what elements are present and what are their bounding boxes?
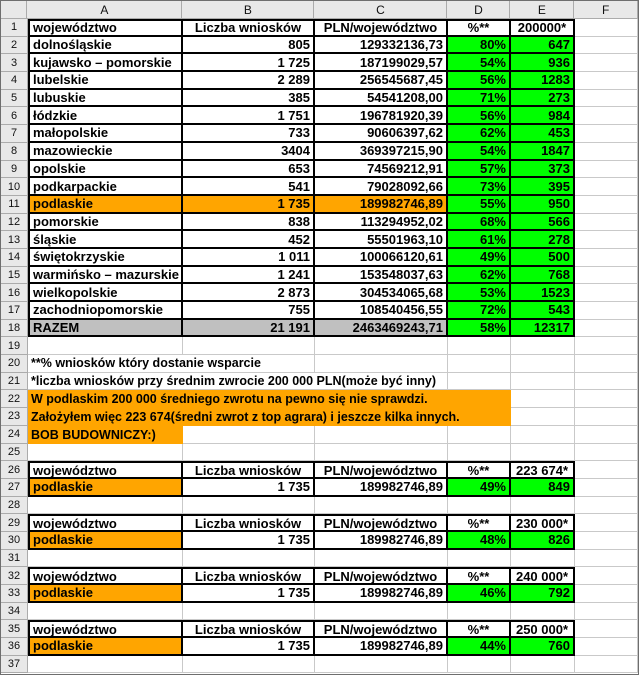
cell-empty[interactable] [575,373,638,391]
cell-empty[interactable] [575,284,638,302]
header-wojewodztwo[interactable]: województwo [28,514,183,532]
cell-pln[interactable]: 108540456,55 [315,302,448,320]
sheet-row [1,408,638,426]
row-header[interactable]: 12 [1,214,28,232]
col-header-D[interactable]: D [447,1,510,19]
cell-empty[interactable] [575,620,638,638]
row-header[interactable]: 33 [1,585,28,603]
cell-liczba[interactable]: 1 735 [183,532,315,550]
cell-empty[interactable] [575,302,638,320]
cell-grants[interactable]: 543 [511,302,575,320]
cell-pct[interactable]: 80% [448,37,511,55]
header-scenario-250000[interactable]: 250 000* [511,620,575,638]
cell-empty[interactable] [575,72,638,90]
cell-empty[interactable] [448,337,511,355]
cell-empty[interactable] [511,426,575,444]
column-header-row [1,1,638,19]
cell-grants[interactable]: 373 [511,161,575,179]
cell-pct[interactable]: 53% [448,284,511,302]
cell-liczba[interactable]: 755 [183,302,315,320]
cell-pln[interactable]: 113294952,02 [315,214,448,232]
row-header[interactable]: 34 [1,603,28,621]
row-header[interactable]: 11 [1,196,28,214]
table-row [1,54,638,72]
row-header[interactable]: 18 [1,320,28,338]
header-pln[interactable]: PLN/województwo [315,514,448,532]
row-header[interactable]: 26 [1,461,28,479]
row-header[interactable]: 2 [1,37,28,55]
table-row [1,161,638,179]
header-pln[interactable]: PLN/województwo [315,620,448,638]
cell-liczba[interactable]: 838 [183,214,315,232]
cell-pln[interactable]: 100066120,61 [315,249,448,267]
cell-empty[interactable] [448,444,511,462]
header-wojewodztwo[interactable]: województwo [28,461,183,479]
cell-wojewodztwo[interactable]: pomorskie [28,214,183,232]
cell-empty[interactable] [511,550,575,568]
cell-empty[interactable] [448,550,511,568]
header-liczba-wnioskow[interactable]: Liczba wniosków [183,567,315,585]
cell-wojewodztwo[interactable]: łódzkie [28,107,183,125]
cell-empty[interactable] [575,603,638,621]
cell-empty[interactable] [575,408,638,426]
table-row [1,267,638,285]
cell-liczba[interactable]: 3404 [183,143,315,161]
cell-pln[interactable]: 90606397,62 [315,125,448,143]
cell-wojewodztwo[interactable]: lubelskie [28,72,183,90]
cell-empty[interactable] [575,426,638,444]
row-header[interactable]: 22 [1,390,28,408]
scenario-1-data-row [1,479,638,497]
cell-empty[interactable] [575,337,638,355]
row-header[interactable]: 25 [1,444,28,462]
cell-empty[interactable] [575,355,638,373]
row-header[interactable]: 16 [1,284,28,302]
cell-empty[interactable] [511,656,575,674]
cell-empty[interactable] [28,656,183,674]
sheet-row [1,355,638,373]
cell-pct[interactable]: 55% [448,196,511,214]
cell-pln[interactable]: 189982746,89 [315,479,448,497]
note-comment-2: Założyłem więc 223 674(średni zwrot z top agrara) i jeszcze kilka innych. [28,408,511,426]
cell-empty[interactable] [448,656,511,674]
cell-liczba[interactable]: 2 873 [183,284,315,302]
cell-wojewodztwo[interactable]: podlaskie [28,532,183,550]
cell-liczba[interactable]: 1 735 [183,479,315,497]
cell-empty[interactable] [575,656,638,674]
scenario-4-header-row [1,620,638,638]
sheet-row [1,444,638,462]
total-row [1,320,638,338]
cell-empty[interactable] [575,267,638,285]
row-header[interactable]: 24 [1,426,28,444]
row-header[interactable]: 5 [1,90,28,108]
cell-grants[interactable]: 453 [511,125,575,143]
cell-empty[interactable] [575,638,638,656]
cell-wojewodztwo[interactable]: podlaskie [28,638,183,656]
sheet-row [1,373,638,391]
row-header[interactable]: 35 [1,620,28,638]
cell-empty[interactable] [315,337,448,355]
cell-wojewodztwo[interactable]: mazowieckie [28,143,183,161]
cell-empty[interactable] [315,603,448,621]
main-table-header-row [1,19,638,37]
sheet-row [1,426,638,444]
row-header[interactable]: 28 [1,497,28,515]
cell-liczba[interactable]: 385 [183,90,315,108]
row-header[interactable]: 23 [1,408,28,426]
cell-grants[interactable]: 566 [511,214,575,232]
cell-grants[interactable]: 273 [511,90,575,108]
row-header[interactable]: 8 [1,143,28,161]
row-header[interactable]: 19 [1,337,28,355]
row-header[interactable]: 36 [1,638,28,656]
cell-pct[interactable]: 44% [448,638,511,656]
cell-pct[interactable]: 61% [448,231,511,249]
header-pln[interactable]: PLN/województwo [315,19,448,37]
row-header[interactable]: 14 [1,249,28,267]
cell-liczba[interactable]: 2 289 [183,72,315,90]
cell-pln[interactable]: 74569212,91 [315,161,448,179]
cell-pln[interactable]: 189982746,89 [315,532,448,550]
row-header[interactable]: 13 [1,231,28,249]
row-header[interactable]: 15 [1,267,28,285]
cell-empty[interactable] [183,656,315,674]
cell-grants[interactable]: 950 [511,196,575,214]
cell-empty[interactable] [575,479,638,497]
cell-wojewodztwo[interactable]: podlaskie [28,585,183,603]
row-header[interactable]: 29 [1,514,28,532]
cell-empty[interactable] [575,54,638,72]
cell-empty[interactable] [575,107,638,125]
sheet-row [1,337,638,355]
cell-empty[interactable] [575,585,638,603]
row-header[interactable]: 1 [1,19,28,37]
row-header[interactable]: 20 [1,355,28,373]
cell-pct[interactable]: 71% [448,90,511,108]
cell-pct[interactable]: 72% [448,302,511,320]
cell-empty[interactable] [575,90,638,108]
cell-empty[interactable] [575,320,638,338]
cell-total-pct[interactable]: 58% [448,320,511,338]
cell-empty[interactable] [511,373,575,391]
cell-liczba[interactable]: 1 011 [183,249,315,267]
cell-pct[interactable]: 68% [448,214,511,232]
cell-liczba[interactable]: 805 [183,37,315,55]
cell-empty[interactable] [575,19,638,37]
cell-pct[interactable]: 48% [448,532,511,550]
cell-empty[interactable] [183,603,315,621]
cell-wojewodztwo[interactable]: małopolskie [28,125,183,143]
cell-empty[interactable] [448,426,511,444]
cell-pct[interactable]: 54% [448,143,511,161]
select-all-corner[interactable] [1,1,27,19]
header-scenario-230000[interactable]: 230 000* [511,514,575,532]
col-header-F[interactable]: F [574,1,638,19]
cell-pln[interactable]: 55501963,10 [315,231,448,249]
scenario-1-header-row [1,461,638,479]
cell-wojewodztwo[interactable]: kujawsko – pomorskie [28,54,183,72]
cell-liczba[interactable]: 1 735 [183,585,315,603]
note-pct-footnote: **% wniosków który dostanie wsparcie [28,355,266,372]
cell-grants[interactable]: 792 [511,585,575,603]
cell-empty[interactable] [448,497,511,515]
header-liczba-wnioskow[interactable]: Liczba wniosków [183,620,315,638]
note-scenario-footnote: *liczba wniosków przy średnim zwrocie 200 000 PLN(może być inny) [28,373,441,390]
cell-pln[interactable]: 189982746,89 [315,585,448,603]
cell-empty[interactable] [448,603,511,621]
cell-empty[interactable] [183,550,315,568]
header-pln[interactable]: PLN/województwo [315,461,448,479]
cell-empty[interactable] [575,444,638,462]
cell-grants[interactable]: 647 [511,37,575,55]
cell-wojewodztwo[interactable]: lubuskie [28,90,183,108]
row-header[interactable]: 4 [1,72,28,90]
sheet-row [1,390,638,408]
header-liczba-wnioskow[interactable]: Liczba wniosków [183,19,315,37]
cell-liczba[interactable]: 452 [183,231,315,249]
cell-wojewodztwo[interactable]: opolskie [28,161,183,179]
cell-grants[interactable]: 1283 [511,72,575,90]
table-row [1,143,638,161]
col-header-B[interactable]: B [182,1,314,19]
row-header[interactable]: 9 [1,161,28,179]
cell-wojewodztwo[interactable]: wielkopolskie [28,284,183,302]
col-header-E[interactable]: E [510,1,574,19]
cell-pct[interactable]: 49% [448,249,511,267]
note-comment-1: W podlaskim 200 000 średniego zwrotu na pewno się nie sprawdzi. [28,390,511,408]
row-header[interactable]: 32 [1,567,28,585]
cell-liczba[interactable]: 1 725 [183,54,315,72]
cell-total-grants[interactable]: 12317 [511,320,575,338]
scenario-3-data-row [1,585,638,603]
header-pct[interactable]: %** [448,19,511,37]
cell-empty[interactable] [511,355,575,373]
cell-grants[interactable]: 849 [511,479,575,497]
cell-empty[interactable] [315,426,448,444]
header-pct[interactable]: %** [448,514,511,532]
cell-empty[interactable] [575,550,638,568]
cell-grants[interactable]: 760 [511,638,575,656]
cell-pct[interactable]: 54% [448,54,511,72]
cell-empty[interactable] [315,497,448,515]
cell-pln[interactable]: 256545687,45 [315,72,448,90]
table-row [1,249,638,267]
cell-pct[interactable]: 62% [448,267,511,285]
cell-empty[interactable] [575,214,638,232]
scenario-2-data-row [1,532,638,550]
table-row [1,231,638,249]
header-pct[interactable]: %** [448,567,511,585]
row-header[interactable]: 3 [1,54,28,72]
header-pct[interactable]: %** [448,461,511,479]
table-row-podlaskie-highlight [1,196,638,214]
cell-pct[interactable]: 73% [448,178,511,196]
row-header[interactable]: 31 [1,550,28,568]
cell-pln[interactable]: 79028092,66 [315,178,448,196]
cell-empty[interactable] [315,656,448,674]
cell-empty[interactable] [183,444,315,462]
cell-empty[interactable] [315,444,448,462]
cell-pln[interactable]: 369397215,90 [315,143,448,161]
cell-empty[interactable] [575,514,638,532]
cell-empty[interactable] [511,408,575,426]
cell-empty[interactable] [28,337,183,355]
cell-liczba[interactable]: 1 751 [183,107,315,125]
scenario-2-header-row [1,514,638,532]
cell-empty[interactable] [28,497,183,515]
cell-pln[interactable]: 54541208,00 [315,90,448,108]
cell-empty[interactable] [183,337,315,355]
cell-empty[interactable] [511,444,575,462]
cell-empty[interactable] [575,125,638,143]
header-liczba-wnioskow[interactable]: Liczba wniosków [183,461,315,479]
cell-pct[interactable]: 46% [448,585,511,603]
table-row [1,284,638,302]
cell-liczba[interactable]: 541 [183,178,315,196]
cell-wojewodztwo[interactable]: zachodniopomorskie [28,302,183,320]
cell-liczba[interactable]: 653 [183,161,315,179]
cell-liczba[interactable]: 733 [183,125,315,143]
row-header[interactable]: 21 [1,373,28,391]
table-row [1,302,638,320]
table-row [1,107,638,125]
cell-pln[interactable]: 304534065,68 [315,284,448,302]
header-wojewodztwo[interactable]: województwo [28,19,183,37]
table-row [1,37,638,55]
cell-liczba[interactable]: 1 735 [183,638,315,656]
cell-empty[interactable] [575,390,638,408]
cell-grants[interactable]: 936 [511,54,575,72]
row-header[interactable]: 7 [1,125,28,143]
cell-empty[interactable] [511,603,575,621]
cell-wojewodztwo[interactable]: świętokrzyskie [28,249,183,267]
cell-wojewodztwo[interactable]: warmińsko – mazurskie [28,267,183,285]
cell-liczba[interactable]: 1 735 [183,196,315,214]
cell-empty[interactable] [575,37,638,55]
cell-pln[interactable]: 187199029,57 [315,54,448,72]
cell-pln[interactable]: 153548037,63 [315,267,448,285]
cell-pct[interactable]: 49% [448,479,511,497]
cell-grants[interactable]: 395 [511,178,575,196]
cell-empty[interactable] [511,390,575,408]
header-scenario-240000[interactable]: 240 000* [511,567,575,585]
cell-empty[interactable] [183,426,315,444]
row-header[interactable]: 10 [1,178,28,196]
cell-empty[interactable] [28,603,183,621]
header-liczba-wnioskow[interactable]: Liczba wniosków [183,514,315,532]
header-wojewodztwo[interactable]: województwo [28,567,183,585]
cell-grants[interactable]: 1847 [511,143,575,161]
col-header-C[interactable]: C [314,1,447,19]
row-header[interactable]: 6 [1,107,28,125]
cell-empty[interactable] [575,461,638,479]
sheet-row [1,656,638,674]
cell-empty[interactable] [575,497,638,515]
cell-empty[interactable] [183,497,315,515]
cell-grants[interactable]: 500 [511,249,575,267]
cell-pct[interactable]: 57% [448,161,511,179]
row-header[interactable]: 27 [1,479,28,497]
table-row [1,178,638,196]
header-wojewodztwo[interactable]: województwo [28,620,183,638]
cell-empty[interactable] [575,161,638,179]
cell-empty[interactable] [28,550,183,568]
cell-total-liczba[interactable]: 21 191 [183,320,315,338]
cell-wojewodztwo[interactable]: podlaskie [28,196,183,214]
table-row [1,90,638,108]
cell-empty[interactable] [575,143,638,161]
table-row [1,125,638,143]
header-pln[interactable]: PLN/województwo [315,567,448,585]
cell-liczba[interactable]: 1 241 [183,267,315,285]
cell-empty[interactable] [448,355,511,373]
cell-grants[interactable]: 984 [511,107,575,125]
cell-empty[interactable] [511,337,575,355]
cell-total-pln[interactable]: 2463469243,71 [315,320,448,338]
cell-empty[interactable] [575,178,638,196]
cell-wojewodztwo[interactable]: śląskie [28,231,183,249]
cell-pct[interactable]: 56% [448,72,511,90]
row-header[interactable]: 30 [1,532,28,550]
cell-wojewodztwo[interactable]: dolnośląskie [28,37,183,55]
cell-wojewodztwo[interactable]: podlaskie [28,479,183,497]
table-row [1,72,638,90]
cell-empty[interactable] [315,550,448,568]
scenario-3-header-row [1,567,638,585]
header-scenario-223674[interactable]: 223 674* [511,461,575,479]
header-scenario-200000[interactable]: 200000* [511,19,575,37]
cell-pln[interactable]: 129332136,73 [315,37,448,55]
scenario-4-data-row [1,638,638,656]
row-header[interactable]: 17 [1,302,28,320]
cell-empty[interactable] [575,567,638,585]
col-header-A[interactable]: A [27,1,182,19]
cell-empty[interactable] [575,196,638,214]
header-pct[interactable]: %** [448,620,511,638]
cell-pln[interactable]: 189982746,89 [315,638,448,656]
cell-pct[interactable]: 62% [448,125,511,143]
row-header[interactable]: 37 [1,656,28,674]
cell-empty[interactable] [28,444,183,462]
cell-grants[interactable]: 1523 [511,284,575,302]
cell-empty[interactable] [575,231,638,249]
cell-grants[interactable]: 768 [511,267,575,285]
cell-pln[interactable]: 189982746,89 [315,196,448,214]
note-comment-3: BOB BUDOWNICZY:) [28,426,183,444]
cell-wojewodztwo[interactable]: podkarpackie [28,178,183,196]
cell-pct[interactable]: 56% [448,107,511,125]
cell-razem-label[interactable]: RAZEM [28,320,183,338]
cell-empty[interactable] [575,532,638,550]
cell-empty[interactable] [511,497,575,515]
sheet-row [1,497,638,515]
cell-empty[interactable] [448,373,511,391]
table-row [1,214,638,232]
sheet-row [1,603,638,621]
cell-pln[interactable]: 196781920,39 [315,107,448,125]
cell-grants[interactable]: 278 [511,231,575,249]
cell-empty[interactable] [315,355,448,373]
cell-empty[interactable] [575,249,638,267]
cell-grants[interactable]: 826 [511,532,575,550]
sheet-row [1,550,638,568]
